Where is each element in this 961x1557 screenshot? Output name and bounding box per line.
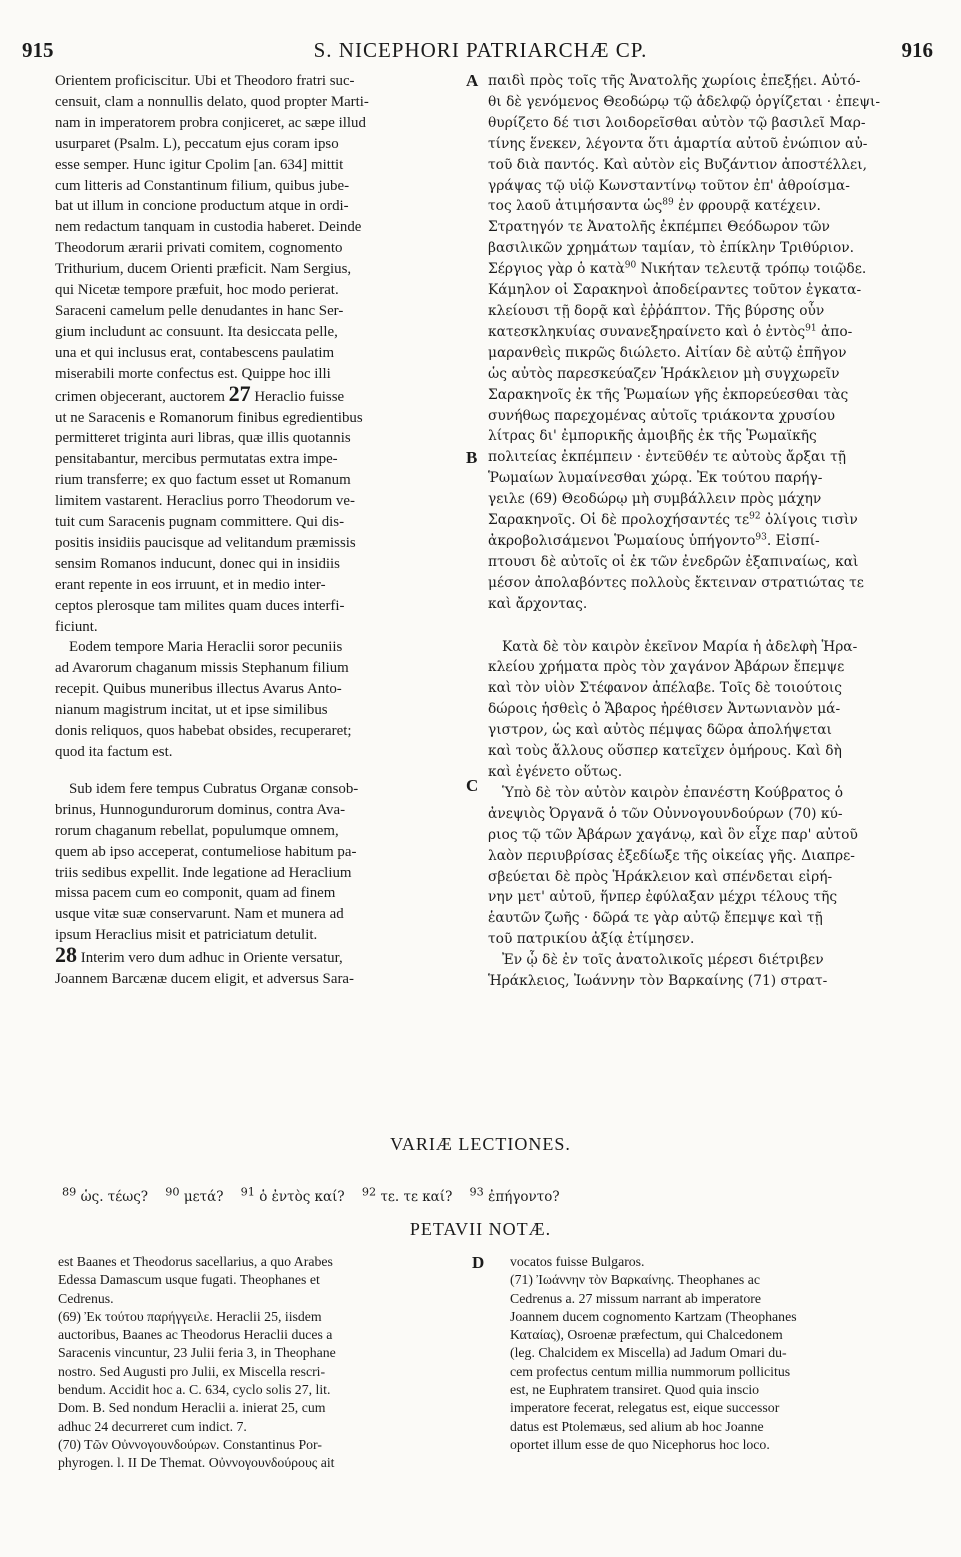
variant-number: 89	[62, 1185, 77, 1198]
greek-column	[488, 71, 908, 992]
greek-line-part: ἀκροβολισάμενοι Ῥωμαίους ὑπήγοντο	[488, 532, 756, 549]
variant-number: 90	[165, 1185, 180, 1198]
variant-text: ὡς. τέως?	[80, 1188, 149, 1205]
latin-line: rium transferre; ex quo factum esset ut Romanum	[55, 472, 351, 489]
greek-line: τίνης ἕνεκεν, λέγοντα ὅτι ἁμαρτία αὐτοῦ ἐνώπιον αὐ-	[488, 135, 868, 152]
greek-line-part: ἀπο-	[820, 323, 853, 340]
greek-line-part: . Εἰσπί-	[766, 532, 820, 549]
latin-line: Orientem proficiscitur. Ubi et Theodoro fratri suc-	[55, 73, 355, 89]
note-line: Joannem ducem cognomento Kartzam (Theophanes	[510, 1308, 797, 1324]
latin-line: pensitabantur, mercibus permutatas extra impe-	[55, 451, 338, 468]
note-line: Cedrenus.	[58, 1290, 114, 1306]
latin-line: ad Avarorum chaganum missis Stephanum filium	[55, 660, 349, 677]
latin-line: Sub idem fere tempus Cubratus Organæ consob-	[69, 780, 359, 797]
latin-line-part: crimen objecerant, auctorem	[55, 388, 225, 405]
greek-line: μέσον ἀπολαβόντες πολλοὺς ἔκτειναν στρατιώτας τε	[488, 574, 864, 591]
latin-line: ipsum Heraclius misit et patriciatum detulit.	[55, 927, 318, 944]
greek-line: Ὑπὸ δὲ τὸν αὐτὸν καιρὸν ἐπανέστη Κούβρατος ὁ	[502, 784, 844, 801]
greek-line: λίτρας δι' ἐμπορικῆς ἀμοιβῆς ἐκ τῆς Ῥωμαϊκῆς	[488, 428, 817, 445]
greek-line	[488, 322, 908, 343]
greek-line: καὶ τὸν υἱὸν Στέφανον ἀπέλαβε. Τοῖς δὲ τοιούτοις	[488, 680, 843, 697]
greek-line: Κατὰ δὲ τὸν καιρὸν ἐκεῖνον Μαρία ἡ ἀδελφὴ Ἡρα-	[502, 638, 858, 655]
latin-line-section-28	[55, 946, 463, 969]
variae-list	[62, 1185, 922, 1205]
latin-line-part: Interim vero dum adhuc in Oriente versatur,	[80, 950, 343, 967]
note-line: Dom. B. Sed nondum Heraclii a. inierat 25, cum	[58, 1400, 326, 1416]
marker-a: A	[466, 71, 479, 90]
latin-line: tuit cum Saracenis pugnam committere. Qui dis-	[55, 514, 345, 531]
note-line: imperatore fecerat, relegatus est, eique successor	[510, 1400, 780, 1416]
greek-line	[488, 196, 908, 217]
running-head	[0, 38, 961, 68]
latin-line: positis insidiis paucisque ad velitandum præmissis	[55, 534, 356, 551]
paragraph-gap	[488, 615, 908, 637]
note-line: cem profectus centum millia nummorum pollicitus	[510, 1363, 791, 1379]
latin-line: gium includunt ac consuunt. Ita desiccata pelle,	[55, 323, 338, 340]
note-line: Cedrenus a. 27 missum narrant ab imperatore	[510, 1290, 761, 1306]
greek-line: κλείου χρήματα πρὸς τὸν χαγάνον Ἀβάρων ἔπεμψε	[488, 659, 845, 676]
running-title: S. NICEPHORI PATRIARCHÆ CP.	[313, 38, 648, 62]
greek-line: τοῦ διὰ παντός. Καὶ αὐτὸν εἰς Βυζάντιον ἀποστέλλει,	[488, 156, 867, 173]
greek-line: γιστρον, ὡς καὶ αὐτὸς πέμψας δῶρα ἀπολήψεται	[488, 722, 832, 739]
marker-b: B	[466, 448, 478, 467]
variant-ref: 90	[624, 260, 637, 271]
section-number-28: 28	[55, 946, 77, 968]
greek-line: παιδὶ πρὸς τοῖς τῆς Ἀνατολῆς χωρίοις ἐπεξῄει. Αὐτό-	[488, 73, 861, 89]
greek-line: τοῦ πατρικίου ἀξίᾳ ἐτίμησεν.	[488, 931, 695, 948]
variant-text: ὁ ἐντὸς καί?	[259, 1188, 345, 1205]
variant-text: μετά?	[183, 1188, 224, 1205]
greek-line-part: ὀλίγοις τισὶν	[765, 512, 858, 529]
latin-line: rorum chaganum rebellat, populumque omnem,	[55, 822, 339, 839]
latin-line: Theodorum ærarii privati comitem, cognomento	[55, 240, 343, 257]
greek-line: νην μετ' αὐτοῦ, ἥνπερ ἐφύλαξαν μέχρι τέλους τῆς	[488, 889, 838, 906]
latin-line-section-27	[55, 385, 463, 408]
latin-line-part: Heraclio fuisse	[254, 388, 345, 405]
greek-line: κλείουσι τῇ δορᾷ καὶ ἐῤῥάπτον. Τῆς βύρσης οὖν	[488, 302, 825, 319]
variant-ref: 92	[749, 511, 761, 522]
latin-line: usurparet (Psalm. L), peccatum ejus coram ipso	[55, 135, 339, 152]
marker-c: C	[466, 776, 479, 795]
note-line: adhuc 24 decurreret cum indict. 7.	[58, 1418, 247, 1434]
greek-line: Κάμηλον οἱ Σαρακηνοὶ ἀποδείραντες τοῦτον ἐγκατα-	[488, 282, 862, 299]
greek-line: πολιτείας ἐκπέμπειν · ἐντεῦθέν τε αὐτοὺς ἄρξαι τῇ	[488, 449, 847, 466]
greek-line: Ἡράκλειος, Ἰωάννην τὸν Βαρκαίνης (71) στρατ-	[488, 973, 828, 990]
note-line: phyrogen. l. II De Themat. Οὐννογουνδούρους ait	[58, 1455, 335, 1471]
latin-line: esse semper. Hunc igitur Cpolim [an. 634] mittit	[55, 156, 344, 173]
greek-line: καὶ τοὺς ἄλλους οὕσπερ κατεῖχεν ὁμήρους. Καὶ δὴ	[488, 743, 842, 760]
latin-line: qui Nicetæ tempore præfuit, hoc modo perierat.	[55, 282, 339, 299]
greek-line-part: Νικήταν τελευτᾷ τρόπῳ τοιῷδε.	[640, 261, 867, 278]
variant-ref: 89	[662, 197, 674, 208]
greek-line: Ῥωμαίων λυμαίνεσθαι χώρᾳ. Ἐκ τούτου παρήγ-	[488, 470, 823, 487]
latin-line: usque vitæ suæ conservarunt. Nam et munera ad	[55, 906, 344, 923]
greek-line: βασιλικῶν χρημάτων ταμίαν, τὸ ἐπίκλην Τριθύριον.	[488, 240, 855, 257]
latin-line: Trithurium, ducem Orienti præficit. Nam Sergius,	[55, 261, 352, 278]
variant-ref: 93	[755, 532, 767, 543]
note-line: (71) Ἰωάννην τὸν Βαρκαίνης. Theophanes ac	[510, 1272, 761, 1288]
variae-heading: VARIÆ LECTIONES.	[390, 1134, 571, 1154]
latin-line: missa pacem cum eo componit, quam ad finem	[55, 885, 336, 902]
greek-line: ριος τῷ τῶν Ἀβάρων χαγάνῳ, καὶ ὃν εἶχε παρ' αὐτοῦ	[488, 826, 858, 843]
latin-line: recepit. Quibus muneribus illectus Avarus Anto-	[55, 681, 342, 698]
greek-line-part: Σέργιος γὰρ ὁ κατὰ	[488, 261, 625, 278]
variant-entry	[240, 1185, 345, 1205]
greek-line-part: ἐν φρουρᾷ κατέχειν.	[678, 198, 821, 215]
note-line: bendum. Accidit hoc a. C. 634, cyclo solis 27, lit.	[58, 1382, 331, 1398]
greek-line: θι δὲ γενόμενος Θεοδώρῳ τῷ ἀδελφῷ ὀργίζεται · ἐπεψι-	[488, 93, 881, 110]
latin-line: erant repente in eos irruunt, et in medio inter-	[55, 576, 326, 593]
notes-right-column	[510, 1253, 920, 1454]
latin-line: limitem vastarent. Heraclius porro Theodorum ve-	[55, 493, 355, 510]
latin-line: Eodem tempore Maria Heraclii soror pecuniis	[69, 639, 343, 656]
note-line: auctoribus, Baanes ac Theodorus Heraclii duces a	[58, 1327, 333, 1343]
paragraph-gap	[55, 763, 463, 779]
greek-line: καὶ ἐγένετο οὕτως.	[488, 764, 623, 780]
latin-line: ficiunt.	[55, 618, 98, 635]
greek-line	[488, 531, 908, 552]
section-number-27: 27	[228, 384, 251, 406]
latin-line: miserabili morte confectus est. Quippe hoc illi	[55, 365, 331, 382]
latin-line: sensim Romanos inducunt, donec qui in insidiis	[55, 555, 340, 572]
greek-line: Σαρακηνοῖς ἐκ τῆς Ῥωμαίων γῆς ἐκπορεύεσθαι τὰς	[488, 386, 849, 403]
latin-line: permitteret triginta auri libras, quæ illis quotannis	[55, 430, 351, 447]
variant-ref: 91	[805, 323, 817, 334]
variant-entry	[361, 1185, 453, 1205]
greek-line-part: τος λαοῦ ἀτιμήσαντα ὡς	[488, 198, 663, 215]
greek-line: γειλε (69) Θεοδώρῳ μὴ συμβάλλειν πρὸς μάχην	[488, 491, 822, 508]
greek-line	[488, 510, 908, 531]
greek-line: πτουσι δὲ αὐτοῖς οἱ ἐκ τῶν ἐνεδρῶν ἐξαπιναίως, καὶ	[488, 553, 859, 570]
greek-line: λαὸν περιυβρίσας ἐξεδίωξε τῆς οἰκείας γῆς. Διαπρε-	[488, 847, 855, 864]
greek-line: καὶ ἄρχοντας.	[488, 595, 588, 612]
note-line: Καταίας), Osroenæ præfectum, qui Chalcedonem	[510, 1327, 783, 1343]
latin-line: Joannem Barcænæ ducem eligit, et adversus Sara-	[55, 971, 354, 988]
latin-line: nianum magistrum incitat, ut et ipse similibus	[55, 702, 328, 719]
greek-line: ὡς αὐτὸς παρεσκεύαζεν Ἡράκλειον μὴ συγχωρεῖν	[488, 365, 840, 382]
latin-column	[55, 71, 463, 990]
note-line: datus est Ptolemæus, sed alium ab hoc Joanne	[510, 1418, 764, 1434]
greek-line: μαρανθεὶς πικρῶς διώλετο. Αἰτίαν δὲ αὐτῷ ἐπῆγον	[488, 344, 847, 361]
marker-d: D	[472, 1253, 485, 1272]
greek-line: γράψας τῷ υἱῷ Κωνσταντίνῳ τοῦτον ἐπ' ἀθροίσμα-	[488, 177, 850, 194]
variant-entry	[469, 1185, 560, 1205]
note-line: est, ne Euphratem transiret. Quod quia inscio	[510, 1382, 760, 1398]
latin-line: quod ita factum est.	[55, 744, 173, 760]
variant-text: ἐπήγοντο?	[488, 1188, 560, 1205]
note-line: (70) Τῶν Οὐννογουνδούρων. Constantinus Por-	[58, 1436, 322, 1452]
note-line: oportet illum esse de quo Nicephorus hoc loco.	[510, 1436, 770, 1452]
greek-line: θυρίζετο δέ τισι λοιδορεῖσθαι αὐτὸν τῷ βασιλεῖ Μαρ-	[488, 114, 866, 131]
greek-line: δώροις ἡσθεὶς ὁ Ἄβαρος ἠρέθισεν Ἀντωνιανὸν μά-	[488, 701, 841, 718]
variant-number: 91	[240, 1185, 255, 1198]
note-line: Edessa Damascum usque fugati. Theophanes et	[58, 1272, 320, 1288]
notes-left-column	[58, 1253, 468, 1473]
note-line: (leg. Chalcidem ex Miscella) ad Jadum Omari du-	[510, 1345, 787, 1361]
latin-line: Saraceni camelum pelle denudantes in hanc Ser-	[55, 302, 344, 319]
petavii-heading: PETAVII NOTÆ.	[409, 1219, 552, 1239]
page-number-right: 916	[901, 38, 933, 62]
note-line: vocatos fuisse Bulgaros.	[510, 1254, 645, 1269]
greek-line-part: κατεσκληκυίας συνανεξηραίνετο καὶ ὁ ἐντὸς	[488, 323, 806, 340]
latin-line: bat ut illum in concione productum atque in ordi-	[55, 198, 349, 215]
latin-line: brinus, Hunnogundurorum dominus, contra Ava-	[55, 801, 346, 818]
latin-line: nam in imperatorem probra conjiceret, ac sæpe illud	[55, 114, 366, 131]
variant-entry	[62, 1185, 149, 1205]
greek-line: ἑαυτῶν ζωῆς · δῶρά τε γὰρ αὐτῷ ἔπεμψε καὶ τῇ	[488, 910, 823, 927]
greek-line: συνήθως παρεχομένας αὐτοῖς τριάκοντα χρυσίου	[488, 407, 836, 424]
latin-line: ceptos plerosque tam milites quam duces interfi-	[55, 597, 345, 614]
greek-line: σβεύεται δὲ πρὸς Ἡράκλειον καὶ σπένδεται εἰρή-	[488, 868, 833, 885]
latin-line: donis reliquos, quos habebat obsides, recuperaret;	[55, 723, 352, 740]
latin-line: una et qui inclusus erat, contabescens paulatim	[55, 344, 335, 361]
greek-line-part: Σαρακηνοῖς. Οἱ δὲ προλοχήσαντές τε	[488, 512, 750, 529]
latin-line: nem redactum tanquam in custodia haberet. Deinde	[55, 219, 362, 236]
variant-number: 92	[361, 1185, 377, 1198]
greek-line: ἀνεψιὸς Ὀργανᾶ ὁ τῶν Οὐννογουνδούρων (70) κύ-	[488, 805, 843, 822]
note-line: (69) Ἐκ τούτου παρήγγειλε. Heraclii 25, iisdem	[58, 1308, 322, 1324]
greek-line	[488, 259, 908, 280]
greek-line: Στρατηγόν τε Ἀνατολῆς ἐκπέμπει Θεόδωρον τῶν	[488, 219, 830, 236]
greek-line: Ἐν ᾧ δὲ ἐν τοῖς ἀνατολικοῖς μέρεσι διέτριβεν	[502, 952, 824, 969]
variant-number: 93	[469, 1185, 484, 1198]
note-line: nostro. Sed Augusti pro Julii, ex Miscella rescri-	[58, 1363, 326, 1379]
page-number-left: 915	[22, 38, 54, 62]
note-line: Saracenis vincuntur, 23 Julii feria 3, in Theophane	[58, 1345, 336, 1361]
latin-line: ut ne Saracenis e Romanorum finibus egredientibus	[55, 409, 363, 426]
variant-text: τε. τε καί?	[380, 1188, 453, 1205]
latin-line: triis sedibus expellit. Inde legatione ad Heraclium	[55, 864, 352, 881]
latin-line: quem ab ipso acceperat, contumeliose habitum pa-	[55, 843, 357, 860]
note-line: est Baanes et Theodorus sacellarius, a quo Arabes	[58, 1254, 333, 1269]
latin-line: censuit, clam a nonnullis delato, quod propter Marti-	[55, 93, 369, 110]
latin-line: cum litteris ad Constantinum filium, quibus jube-	[55, 177, 350, 194]
variant-entry	[165, 1185, 224, 1205]
